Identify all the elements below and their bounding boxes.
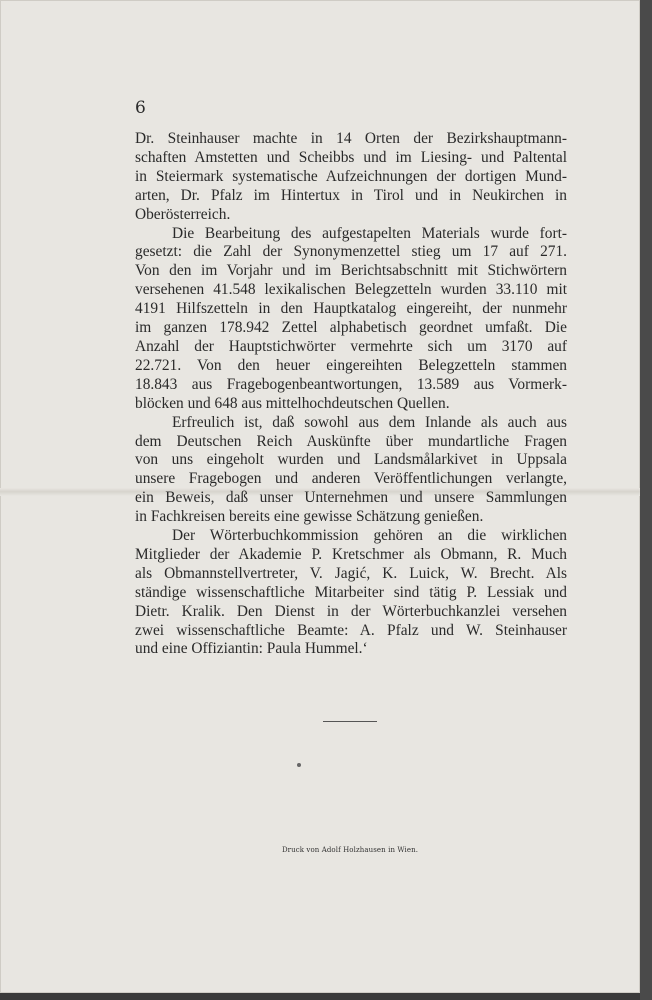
text-line: von uns eingeholt wurden und Landsmålarkivet in Uppsala [135, 451, 567, 469]
text-line: blöcken und 648 aus mittelhochdeutschen Quellen. [135, 394, 450, 412]
text-line: in Fachkreisen bereits eine gewisse Schätzung genießen. [135, 508, 484, 526]
ink-dot [297, 763, 301, 767]
text-line: dem Deutschen Reich Auskünfte über mundartliche Fragen [135, 432, 567, 450]
text-line: schaften Amstetten und Scheibbs und im Liesing- und Paltental [135, 148, 567, 166]
text-line: versehenen 41.548 lexikalischen Belegzetteln wurden 33.110 mit [135, 281, 567, 299]
printer-imprint: Druck von Adolf Holzhausen in Wien. [281, 846, 419, 854]
body-text [135, 130, 567, 659]
paragraph [135, 527, 567, 659]
text-line: als Obmannstellvertreter, V. Jagić, K. Luick, W. Brecht. Als [135, 564, 567, 582]
text-line: Dr. Steinhauser machte in 14 Orten der Bezirkshauptmann- [135, 130, 567, 147]
text-line: Von den im Vorjahr und im Berichtsabschnitt mit Stichwörtern [135, 262, 567, 280]
paragraph [135, 130, 567, 225]
background-edge [640, 0, 652, 1000]
separator-rule [323, 721, 377, 722]
text-line: 22.721. Von den heuer eingereihten Belegzetteln stammen [135, 356, 567, 374]
text-line: ein Beweis, daß unser Unternehmen und unsere Sammlungen [135, 489, 567, 507]
page-number: 6 [135, 98, 146, 118]
text-line: Mitglieder der Akademie P. Kretschmer als Obmann, R. Much [135, 545, 567, 563]
text-line: ständige wissenschaftliche Mitarbeiter sind tätig P. Lessiak und [135, 583, 567, 601]
text-line: im ganzen 178.942 Zettel alphabetisch geordnet umfaßt. Die [135, 319, 567, 337]
text-line: Anzahl der Hauptstichwörter vermehrte sich um 3170 auf [135, 337, 567, 355]
text-line: Die Bearbeitung des aufgestapelten Materials wurde fort- [172, 224, 567, 242]
text-line: Oberösterreich. [135, 205, 231, 223]
text-line: 4191 Hilfszetteln in den Hauptkatalog eingereiht, der nunmehr [135, 300, 567, 318]
text-line: Der Wörterbuchkommission gehören an die wirklichen [172, 527, 567, 545]
paragraph [135, 225, 567, 414]
paragraph [135, 414, 567, 527]
text-line: zwei wissenschaftliche Beamte: A. Pfalz und W. Steinhauser [135, 621, 567, 639]
text-line: und eine Offiziantin: Paula Hummel.‘ [135, 640, 368, 658]
text-line: 18.843 aus Fragebogenbeantwortungen, 13.589 aus Vormerk- [135, 375, 567, 393]
text-line: in Steiermark systematische Aufzeichnungen der dortigen Mund- [135, 167, 567, 185]
text-line: Erfreulich ist, daß sowohl aus dem Inlande als auch aus [172, 413, 567, 431]
text-line: gesetzt: die Zahl der Synonymenzettel stieg um 17 auf 271. [135, 243, 567, 261]
text-line: Dietr. Kralik. Den Dienst in der Wörterbuchkanzlei versehen [135, 602, 567, 620]
text-line: unsere Fragebogen und anderen Veröffentlichungen verlangte, [135, 470, 567, 488]
text-line: arten, Dr. Pfalz im Hintertux in Tirol und in Neukirchen in [135, 186, 567, 204]
